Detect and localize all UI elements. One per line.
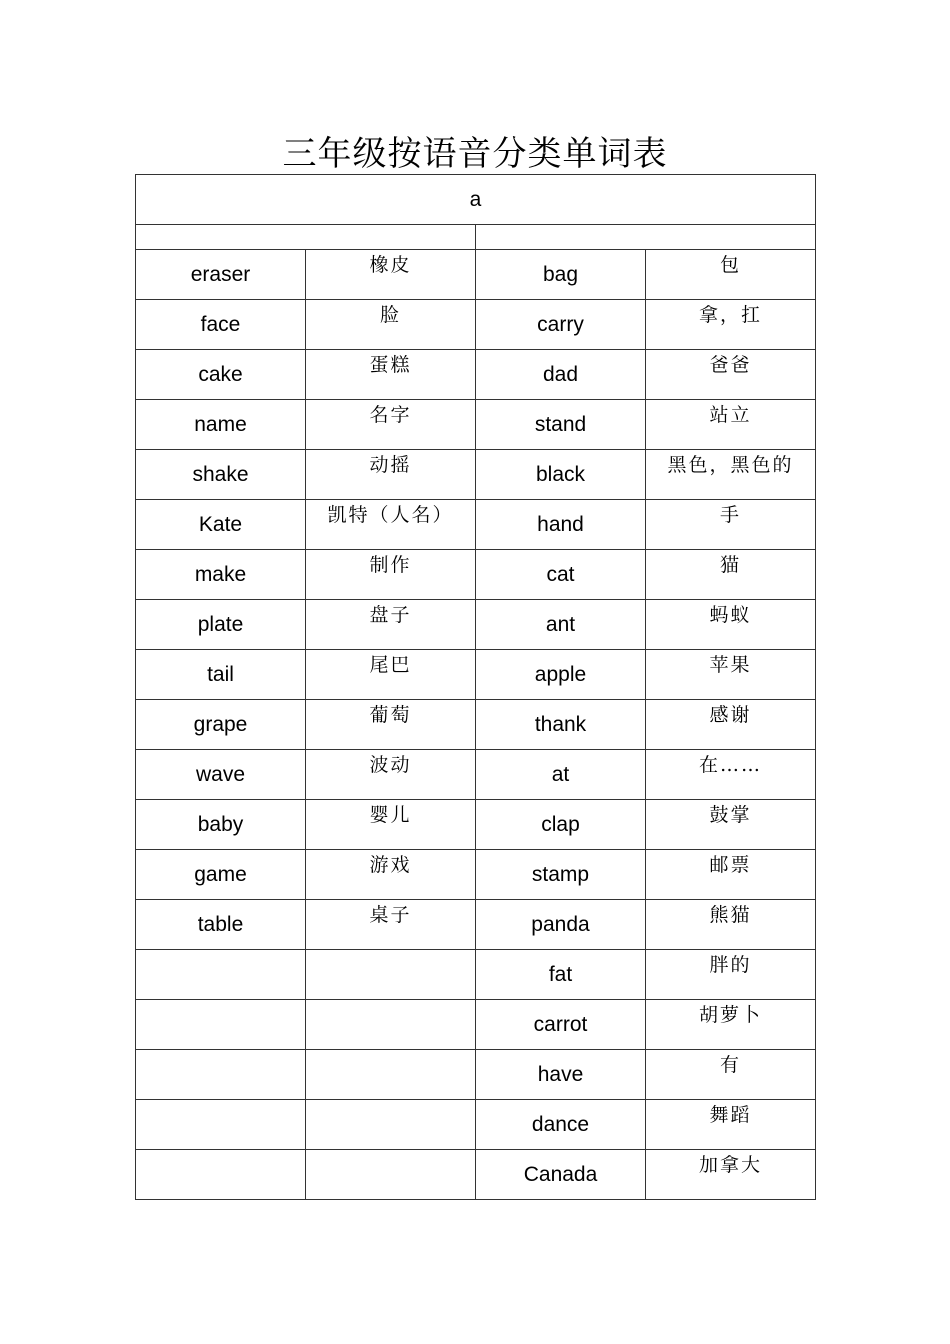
chinese-meaning-cell: 拿，扛 [646,300,816,350]
table-row [136,1150,816,1200]
chinese-meaning-cell: 盘子 [306,600,476,650]
vocabulary-table [135,174,816,1200]
table-row [136,400,816,450]
english-word-cell: Kate [136,500,306,550]
english-word-cell: wave [136,750,306,800]
chinese-meaning-cell: 黑色，黑色的 [646,450,816,500]
table-row [136,1050,816,1100]
english-word-cell: apple [476,650,646,700]
table-row [136,850,816,900]
english-word-cell: Canada [476,1150,646,1200]
english-word-cell: fat [476,950,646,1000]
english-word-cell: grape [136,700,306,750]
chinese-meaning-cell [306,1150,476,1200]
english-word-cell [136,1050,306,1100]
chinese-meaning-cell: 苹果 [646,650,816,700]
english-word-cell: cake [136,350,306,400]
chinese-meaning-cell: 名字 [306,400,476,450]
table-row [136,350,816,400]
english-word-cell: ant [476,600,646,650]
english-word-cell: plate [136,600,306,650]
chinese-meaning-cell: 蛋糕 [306,350,476,400]
chinese-meaning-cell: 凯特（人名） [306,500,476,550]
table-row [136,800,816,850]
chinese-meaning-cell: 蚂蚁 [646,600,816,650]
table-row [136,950,816,1000]
english-word-cell: eraser [136,250,306,300]
chinese-meaning-cell: 波动 [306,750,476,800]
english-word-cell: panda [476,900,646,950]
chinese-meaning-cell: 葡萄 [306,700,476,750]
chinese-meaning-cell [306,1000,476,1050]
chinese-meaning-cell: 爸爸 [646,350,816,400]
english-word-cell: bag [476,250,646,300]
table-row [136,700,816,750]
section-header-row [136,175,816,225]
chinese-meaning-cell: 鼓掌 [646,800,816,850]
chinese-meaning-cell [306,1050,476,1100]
table-row [136,300,816,350]
english-word-cell: shake [136,450,306,500]
table-row [136,650,816,700]
chinese-meaning-cell: 制作 [306,550,476,600]
english-word-cell: clap [476,800,646,850]
english-word-cell [136,950,306,1000]
table-row [136,500,816,550]
english-word-cell: carry [476,300,646,350]
chinese-meaning-cell: 在…… [646,750,816,800]
english-word-cell: dad [476,350,646,400]
chinese-meaning-cell: 熊猫 [646,900,816,950]
table-row [136,250,816,300]
page-title: 三年级按语音分类单词表 [282,134,668,174]
chinese-meaning-cell [306,1100,476,1150]
english-word-cell: name [136,400,306,450]
chinese-meaning-cell: 动摇 [306,450,476,500]
chinese-meaning-cell: 站立 [646,400,816,450]
english-word-cell: game [136,850,306,900]
chinese-meaning-cell: 游戏 [306,850,476,900]
chinese-meaning-cell: 邮票 [646,850,816,900]
chinese-meaning-cell: 感谢 [646,700,816,750]
chinese-meaning-cell: 猫 [646,550,816,600]
english-word-cell: stand [476,400,646,450]
english-word-cell [136,1000,306,1050]
english-word-cell: have [476,1050,646,1100]
section-header-cell: a [136,175,816,225]
english-word-cell: stamp [476,850,646,900]
english-word-cell: hand [476,500,646,550]
english-word-cell: tail [136,650,306,700]
chinese-meaning-cell: 胖的 [646,950,816,1000]
english-word-cell: black [476,450,646,500]
english-word-cell: table [136,900,306,950]
spacer-cell-left [136,225,476,250]
english-word-cell [136,1150,306,1200]
english-word-cell: thank [476,700,646,750]
english-word-cell: baby [136,800,306,850]
english-word-cell: dance [476,1100,646,1150]
spacer-cell-right [476,225,816,250]
english-word-cell: face [136,300,306,350]
chinese-meaning-cell: 尾巴 [306,650,476,700]
chinese-meaning-cell: 舞蹈 [646,1100,816,1150]
chinese-meaning-cell: 桌子 [306,900,476,950]
chinese-meaning-cell: 橡皮 [306,250,476,300]
english-word-cell: make [136,550,306,600]
table-row [136,1100,816,1150]
chinese-meaning-cell: 胡萝卜 [646,1000,816,1050]
chinese-meaning-cell: 有 [646,1050,816,1100]
spacer-row [136,225,816,250]
chinese-meaning-cell: 加拿大 [646,1150,816,1200]
english-word-cell: carrot [476,1000,646,1050]
chinese-meaning-cell: 包 [646,250,816,300]
table-row [136,450,816,500]
english-word-cell: at [476,750,646,800]
chinese-meaning-cell: 脸 [306,300,476,350]
chinese-meaning-cell: 手 [646,500,816,550]
chinese-meaning-cell [306,950,476,1000]
english-word-cell: cat [476,550,646,600]
table-row [136,900,816,950]
english-word-cell [136,1100,306,1150]
table-row [136,550,816,600]
chinese-meaning-cell: 婴儿 [306,800,476,850]
table-row [136,750,816,800]
table-row [136,600,816,650]
table-row [136,1000,816,1050]
